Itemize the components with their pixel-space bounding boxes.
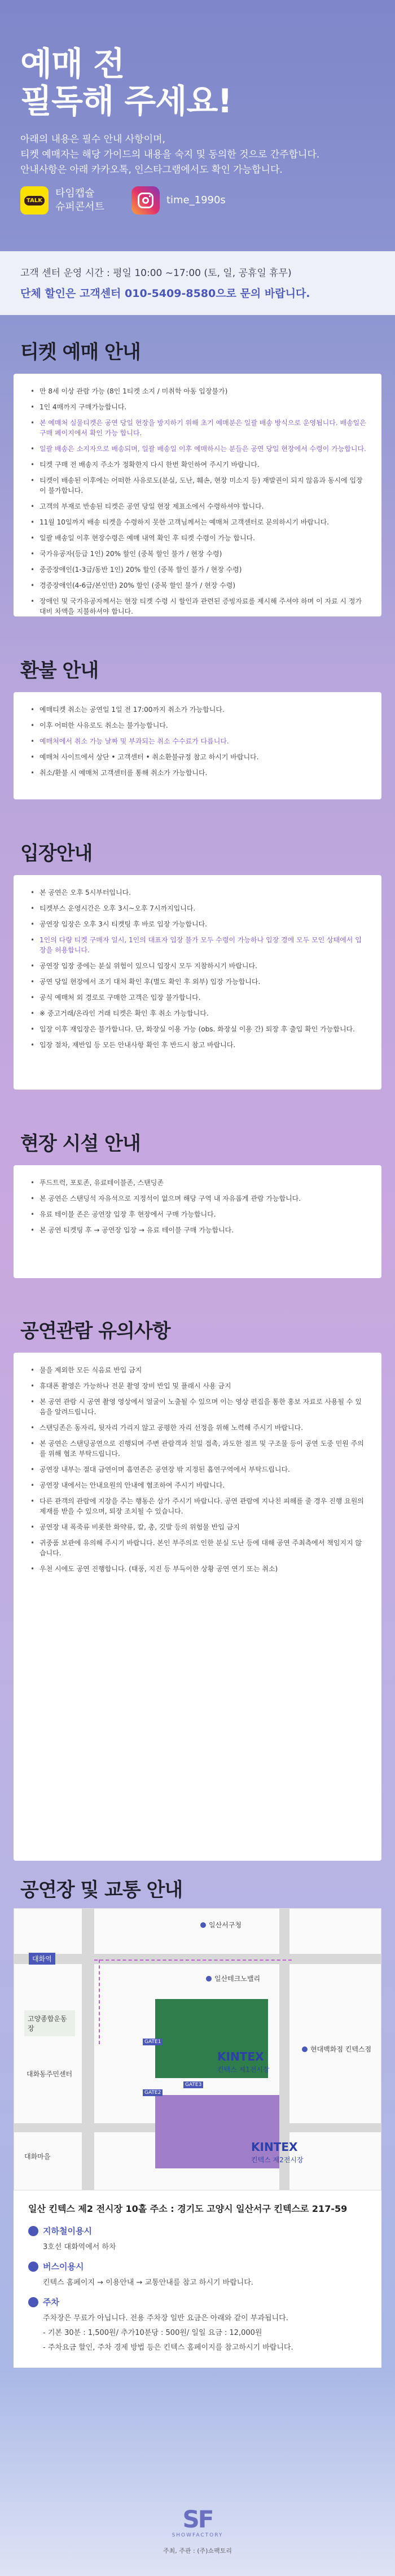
list-item: • 공연장 내부는 절대 금연이며 흡연존은 공연장 밖 지정된 흡연구역에서 부탁드립니다. (30, 1464, 367, 1475)
facility-list (30, 1178, 367, 1235)
list-item: • 물을 제외한 모든 식음료 반입 금지 (30, 1365, 367, 1375)
walking-route (94, 1960, 292, 1961)
instagram-label: time_1990s (166, 194, 226, 206)
section-title-venue: 공연장 및 교통 안내 (20, 1879, 183, 1901)
list-item: • 국가유공자(등급 1인) 20% 할인 (중복 할인 불가 / 현장 수령) (30, 549, 367, 559)
list-item: • 예매처에서 취소 가능 날짜 및 부과되는 취소 수수료가 다릅니다. (30, 736, 367, 746)
venue-address: 일산 킨텍스 제2 전시장 10홀 주소 : 경기도 고양시 일산서구 킨텍스로 217-59 (28, 2203, 348, 2214)
list-item: • 본 예매처 실물티켓은 공연 당일 현장을 방지하기 위해 초기 예매분은 일괄 배송 방식으로 운영됩니다. 배송일은 구매 페이지에서 확인 가능 합니다. (30, 418, 367, 438)
poi-ilsanseogu: 일산서구청 (200, 1920, 242, 1930)
subway-icon (28, 2226, 38, 2236)
list-item: • 본 공연 관람 시 공연 촬영 영상에서 얼굴이 노출될 수 있으며 이는 영상 편집을 통한 홍보 자료로 사용될 수 있음을 알려드립니다. (30, 1397, 367, 1417)
kakao-label-1: 타임캡슐 (55, 187, 95, 199)
list-item: • 다른 관객의 관람에 지장을 주는 행동은 삼가 주시기 바랍니다. 공연 관람에 지나친 피해를 줄 경우 진행 요원의 제재를 받을 수 있으며, 퇴장 조치될 수 있습니다. (30, 1496, 367, 1516)
poi-daehwa-station: 대화역 (29, 1953, 55, 1965)
road (82, 1909, 94, 2190)
road (14, 1954, 381, 1964)
list-item: • 본 공연은 스탠딩석 자유석으로 지정석이 없으며 해당 구역 내 자유롭게 관람 가능합니다. (30, 1193, 367, 1204)
list-item: • 귀중품 보관에 유의해 주시기 바랍니다. 본인 부주의로 인한 분실 도난 등에 대해 공연 주최측에서 책임지지 않습니다. (30, 1538, 367, 1558)
entry-card (14, 875, 381, 1090)
list-item: • 만 8세 이상 관람 가능 (8인 1티켓 소지 / 미취학 아동 입장불가) (30, 386, 367, 396)
list-item: • 유료 테이블 존은 공연장 입장 후 현장에서 구매 가능합니다. (30, 1209, 367, 1219)
subway-heading: 지하철이용시 (28, 2225, 367, 2237)
kakao-badge: TALK (24, 196, 45, 205)
map-pin-icon (302, 2046, 308, 2052)
map-pin-icon (206, 1976, 212, 1982)
list-item: • 예매처 사이트에서 상단 • 고객센터 • 취소환불규정 참고 하시기 바랍니다. (30, 752, 367, 762)
bus-heading: 버스이용시 (28, 2260, 367, 2272)
list-item: • ※ 중고거래/온라인 거래 티켓은 확인 후 취소 가능합니다. (30, 1008, 367, 1018)
list-item: • 공연 당일 현장에서 조기 대처 확인 후(별도 확인 후 외부) 입장 가능합니다. (30, 977, 367, 987)
list-item: • 티켓 구매 전 배송지 주소가 정확한지 다시 한번 확인하여 주시기 바랍니다. (30, 460, 367, 470)
list-item: • 1인 4매까지 구매가능합니다. (30, 402, 367, 412)
section-title-refund: 환불 안내 (20, 659, 99, 682)
hero-title-line1: 예매 전 (20, 45, 125, 83)
venue-map (14, 1908, 381, 2190)
kintex1-sub: 킨텍스 제1전시장 (217, 2066, 270, 2074)
social-links (20, 186, 226, 215)
list-item: • 예매티켓 취소는 공연일 1일 전 17:00까지 취소가 가능합니다. (30, 705, 367, 715)
list-item: • 공연장 입장 중에는 분실 위험이 있으니 입장시 모두 지참하시기 바랍니다. (30, 961, 367, 971)
list-item: • 스탠딩존은 동자리, 뒷자리 가리지 않고 공평한 자리 선정을 위해 노력해 주시기 바랍니다. (30, 1423, 367, 1433)
list-item: • 공연장 입장은 오후 3시 티켓팅 후 바로 입장 가능합니다. (30, 919, 367, 929)
kakao-channel-link[interactable] (20, 186, 104, 215)
poi-goyang-stadium: 고양종합운동장 (24, 2010, 75, 2036)
parking-body: 주차장은 무료가 아닙니다. 전용 주차장 일반 요금은 아래와 같이 부과됩니다. - 기본 30분 : 1,500원/ 추가10분당 : 500원/ 일일 요금 : 12,000원 - 주차요금 할인, 주차 경제 방법 등은 킨텍스 홈페이지를 참고하시기 바랍니다. (43, 2314, 293, 2352)
list-item: • 입장 이후 재입장은 불가합니다. 단, 화장실 이용 가능 (obs. 화장실 이용 간) 퇴장 후 출입 확인 가능합니다. (30, 1024, 367, 1034)
parking-icon (28, 2297, 38, 2307)
list-item: • 고객의 부재로 반송된 티켓은 공연 당일 현장 제표소에서 수령하셔야 합니다. (30, 501, 367, 511)
kakao-label (55, 187, 104, 214)
list-item: • 일괄 배송일 이후 현장수령은 예매 내역 확인 후 티켓 수령이 가능 합니다. (30, 533, 367, 543)
caution-card (14, 1353, 381, 1861)
subway-body: 3호선 대화역에서 하차 (43, 2243, 116, 2251)
refund-card (14, 692, 381, 799)
caution-list (30, 1365, 367, 1574)
section-title-facility: 현장 시설 안내 (20, 1132, 141, 1155)
list-item: • 1인의 다량 티켓 구매자 일시, 1인의 대표자 입장 불가 모두 수령이 가능하나 입장 경에 모두 모인 상태에서 입장을 허용합니다. (30, 935, 367, 955)
list-item: • 휴대폰 촬영은 가능하나 전문 촬영 장비 반입 및 플래시 사용 금지 (30, 1381, 367, 1391)
kakao-label-2: 슈퍼콘서트 (55, 201, 104, 213)
entry-list (30, 887, 367, 1050)
ticket-card (14, 374, 381, 616)
footer (0, 2507, 395, 2555)
instagram-link[interactable] (131, 186, 226, 215)
list-item: • 본 공연은 오후 5시부터입니다. (30, 887, 367, 898)
bus-icon (28, 2262, 38, 2272)
list-item: • 입장 절차, 재반입 등 모든 안내사항 확인 후 반드시 참고 바랍니다. (30, 1040, 367, 1050)
instagram-icon (131, 186, 160, 215)
list-item: • 중증장애인(1-3급/동반 1인) 20% 할인 (중복 할인 불가 / 현장 수령) (30, 565, 367, 575)
kintex2-label: KINTEX (251, 2140, 298, 2154)
contact-band (0, 251, 395, 315)
map-pin-icon (200, 1922, 206, 1928)
list-item: • 11월 10일까지 배송 티켓을 수령하지 못한 고객님께서는 예매처 고객센터로 문의하시기 바랍니다. (30, 517, 367, 527)
host-info: 주최, 주관 : (주)쇼팩토리 (163, 2547, 232, 2555)
parking-heading: 주차 (28, 2296, 367, 2308)
poi-technovalley: 일산테크노밸리 (206, 1974, 260, 1983)
refund-list (30, 705, 367, 778)
poi-daehwa-village: 대화마을 (24, 2153, 51, 2160)
facility-card (14, 1165, 381, 1278)
poi-hyundai: 현대백화점 킨텍스점 (302, 2044, 375, 2054)
section-title-entry: 입장안내 (20, 842, 93, 865)
list-item: • 티켓이 배송된 이후에는 어떠한 사유로도(분실, 도난, 훼손, 현장 미소지 등) 재발권이 되지 않음과 동시에 입장이 불가합니다. (30, 475, 367, 496)
section-title-ticket: 티켓 예매 안내 (20, 341, 141, 364)
showfactory-logo: SF (182, 2505, 213, 2533)
poi-community-center: 대화동주민센터 (27, 2070, 73, 2078)
kintex1-label: KINTEX (217, 2050, 264, 2063)
gate3: GATE3 (183, 2081, 203, 2088)
list-item: • 이후 어떠한 사유로도 취소는 불가능합니다. (30, 720, 367, 731)
hero-line: 티켓 예매자는 해당 가이드의 내용을 숙지 및 동의한 것으로 간주합니다. (20, 149, 320, 160)
hero-title-line2: 필독해 주세요! (20, 82, 232, 120)
list-item: • 티켓부스 운영시간은 오후 3시~오후 7시까지입니다. (30, 903, 367, 913)
hero-title (20, 45, 395, 120)
list-item: • 본 공연 티켓팅 후 → 공연장 입장 → 유료 테이블 구매 가능합니다. (30, 1225, 367, 1235)
hero-line: 아래의 내용은 필수 안내 사항이며, (20, 134, 165, 145)
list-item: • 공식 예매처 외 경로로 구매한 고객은 입장 불가합니다. (30, 992, 367, 1003)
list-item: • 경증장애인(4-6급/본인만) 20% 할인 (중복 할인 불가 / 현장 수령) (30, 580, 367, 591)
section-title-caution: 공연관람 유의사항 (20, 1320, 170, 1342)
gate2: GATE2 (143, 2089, 163, 2096)
list-item: • 공연장 내에서는 안내요원의 안내에 협조하여 주시기 바랍니다. (30, 1480, 367, 1490)
showfactory-wordmark: SHOWFACTORY (172, 2533, 223, 2538)
gate1: GATE1 (143, 2039, 163, 2045)
hero-lines (20, 132, 395, 178)
ticket-list (30, 386, 367, 616)
list-item: • 장애인 및 국가유공자께서는 현장 티켓 수령 시 할인과 관련된 증빙자료를 제시해 주셔야 하며 이 자료 시 정가 대비 차액을 지불하셔야 합니다. (30, 596, 367, 616)
list-item: • 우천 시에도 공연 진행합니다. (태풍, 지진 등 부득이한 상황 공연 연기 또는 취소) (30, 1564, 367, 1574)
group-discount-notice: 단체 할인은 고객센터 010-5409-8580으로 문의 바랍니다. (20, 287, 310, 300)
bus-body: 킨텍스 홈페이지 → 이용안내 → 교통안내를 참고 하시기 바랍니다. (43, 2278, 253, 2287)
kakaotalk-icon (20, 186, 49, 215)
hero-line: 안내사항은 아래 카카오톡, 인스타그램에서도 확인 가능합니다. (20, 164, 283, 176)
list-item: • 공연장 내 폭죽류 비롯한 화약류, 칼, 총, 깃발 등의 위험물 반입 금지 (30, 1522, 367, 1532)
list-item: • 푸드트럭, 포토존, 유료테이블존, 스탠딩존 (30, 1178, 367, 1188)
list-item: • 일괄 배송은 소지자으로 배송되며, 일괄 배송일 이후 예매하시는 분들은 공연 당일 현장에서 수령이 가능합니다. (30, 444, 367, 454)
list-item: • 본 공연은 스탠딩공연으로 진행되며 주변 관람객과 친밀 접촉, 과도한 점프 및 구조물 등이 공연 도중 민원 주의를 위해 협조 부탁드립니다. (30, 1438, 367, 1459)
transport-info (14, 2190, 381, 2368)
walking-route (99, 1960, 100, 2044)
kintex2-sub: 킨텍스 제2전시장 (251, 2156, 304, 2164)
service-hours: 고객 센터 운영 시간 : 평일 10:00 ~17:00 (토, 일, 공휴일 휴무) (20, 268, 292, 279)
list-item: • 취소/환불 시 예매처 고객센터를 통해 취소가 가능합니다. (30, 768, 367, 778)
